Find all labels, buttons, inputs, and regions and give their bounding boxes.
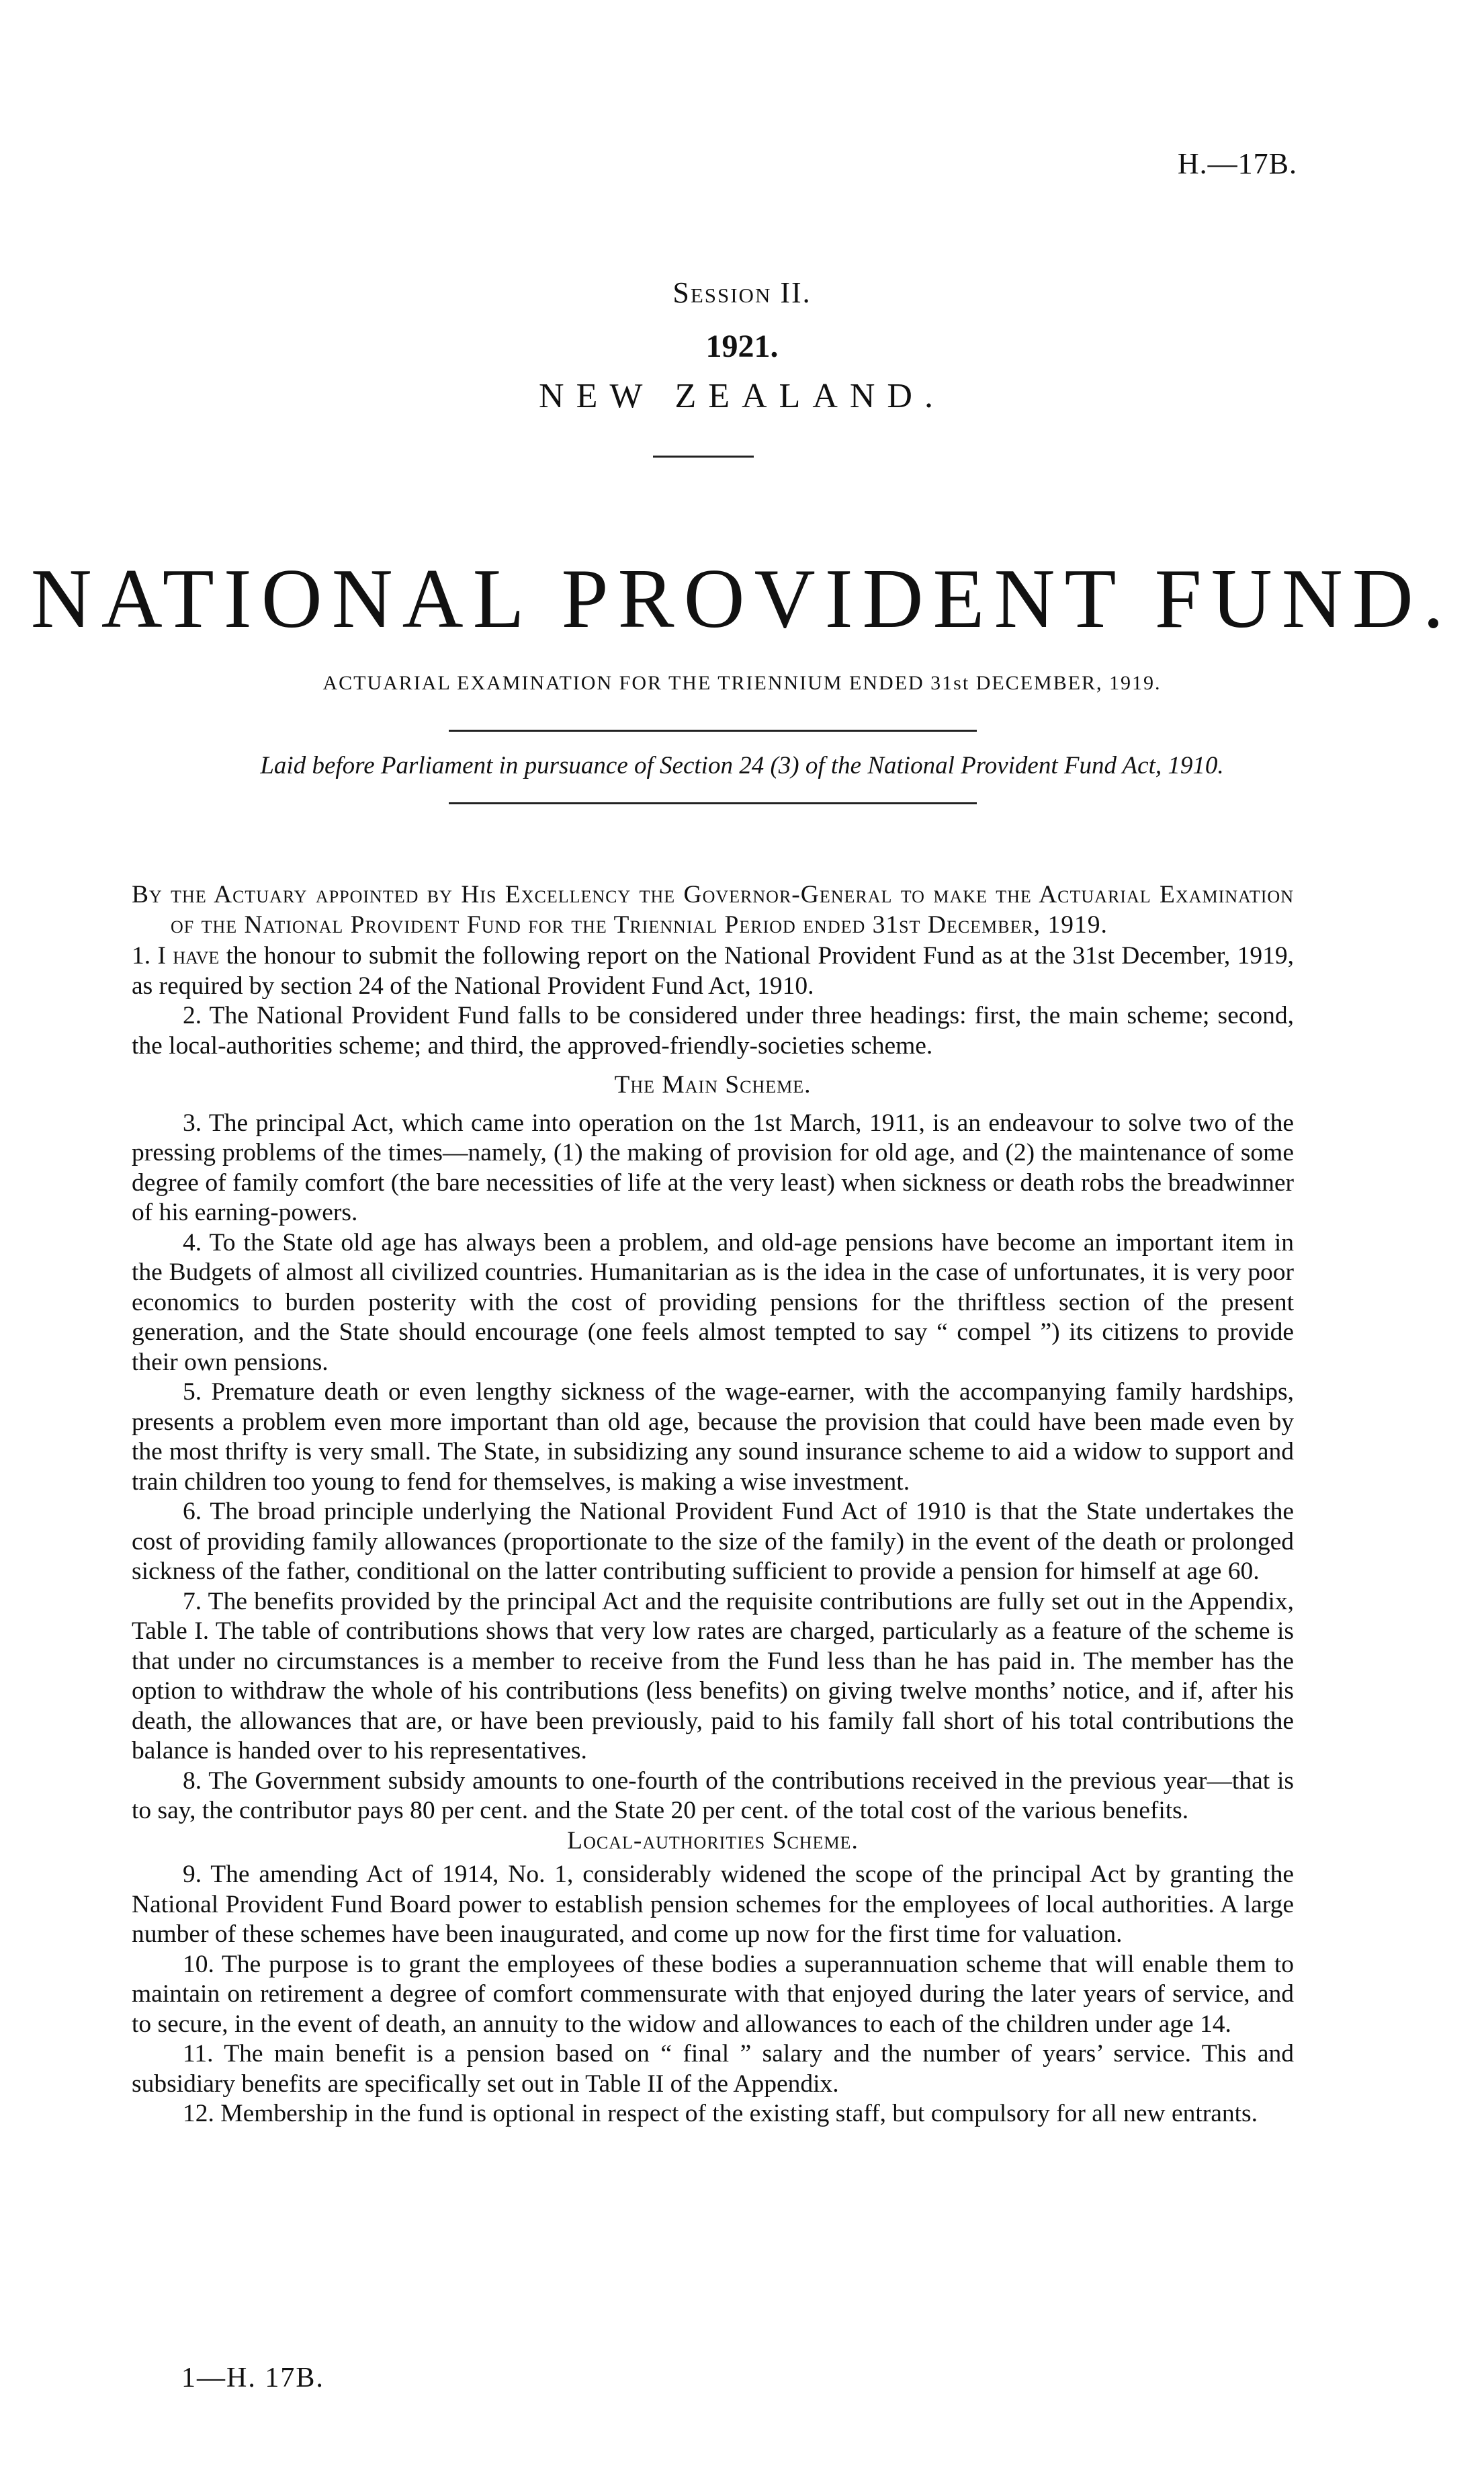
divider-bottom — [449, 802, 977, 804]
paragraph-10: 10. The purpose is to grant the employees of these bodies a superannuation scheme that will enable them to maintain on retirement a degree of comfort commensurate with that enjoyed during the later years of service, and to secure, in the event of death, an annuity to the widow and allowances to each of the children under age 14. — [132, 1950, 1294, 2038]
laid-before-parliament-note: Laid before Parliament in pursuance of Section 24 (3) of the National Provident Fund Act, 1910. — [260, 752, 1224, 779]
paragraph-3: 3. The principal Act, which came into operation on the 1st March, 1911, is an endeavour to solve two of the pressing problems of the times—namely, (1) the making of provision for old age, and (2) the maintenance of some degree of family comfort (the bare necessities of life at the very least) when sickness or death robs the breadwinner of his earning-powers. — [132, 1109, 1294, 1226]
paragraph-11: 11. The main benefit is a pension based on “ final ” salary and the number of years’ service. This and subsidiary benefits are specifically set out in Table II of the Appendix. — [132, 2040, 1294, 2098]
paragraph-2: 2. The National Provident Fund falls to be considered under three headings: first, the main scheme; second, the local-authorities scheme; and third, the approved-friendly-societies scheme. — [132, 1002, 1294, 1060]
paragraph-12: 12. Membership in the fund is optional in respect of the existing staff, but compulsory for all new entrants. — [183, 2100, 1258, 2127]
country-label: NEW ZEALAND. — [539, 377, 945, 415]
divider-short — [653, 456, 754, 458]
document-subtitle: ACTUARIAL EXAMINATION FOR THE TRIENNIUM ENDED 31st DECEMBER, 1919. — [322, 672, 1162, 694]
year-label: 1921. — [705, 329, 779, 364]
paragraph-9: 9. The amending Act of 1914, No. 1, considerably widened the scope of the principal Act by granting the National Provident Fund Board power to establish pension schemes for the employees of local authorities. A large number of these schemes have been inaugurated, and come up now for the first time for valuation. — [132, 1861, 1294, 1948]
paragraph-1-lead: have — [173, 942, 220, 970]
paragraph-1-text: the honour to submit the following report on the National Provident Fund as at the 31st December, 1919, as required by section 24 of the National Provident Fund Act, 1910. — [132, 942, 1294, 1000]
paragraph-5: 5. Premature death or even lengthy sickness of the wage-earner, with the accompanying family hardships, presents a problem even more important than old age, because the provision that could have been made even by the most thrifty is very small. The State, in subsidizing any sound insurance scheme to aid a widow to support and train children too young to fend for themselves, is making a wise investment. — [132, 1378, 1294, 1496]
session-label: Session II. — [672, 276, 812, 309]
section-heading-local-authorities: Local-authorities Scheme. — [567, 1826, 859, 1855]
page-marker: 1—H. 17B. — [181, 2363, 324, 2393]
paragraph-1-number: 1. I — [132, 942, 166, 970]
document-title: NATIONAL PROVIDENT FUND. — [30, 552, 1454, 646]
salutation: By the Actuary appointed by His Excellency the Governor-General to make the Actuarial Examination of the National Provident Fund for the Triennial Period ended 31st December, 1919. — [132, 881, 1294, 939]
section-heading-main-scheme: The Main Scheme. — [614, 1071, 812, 1099]
divider-top — [449, 730, 977, 732]
document-reference: H.—17B. — [1177, 147, 1297, 180]
paragraph-8: 8. The Government subsidy amounts to one-fourth of the contributions received in the previous year—that is to say, the contributor pays 80 per cent. and the State 20 per cent. of the total cost of the various benefits. — [132, 1767, 1294, 1824]
paragraph-1 — [132, 941, 1294, 1001]
report-body — [132, 880, 1294, 2129]
paragraph-6: 6. The broad principle underlying the National Provident Fund Act of 1910 is that the State undertakes the cost of providing family allowances (proportionate to the size of the family) in the event of the death or prolonged sickness of the father, conditional on the latter contributing sufficient to provide a pension for himself at age 60. — [132, 1498, 1294, 1585]
paragraph-7: 7. The benefits provided by the principal Act and the requisite contributions are fully set out in the Appendix, Table I. The table of contributions shows that very low rates are charged, particularly as a feature of the scheme is that under no circumstances is a member to receive from the Fund less than he has paid in. The member has the option to withdraw the whole of his contributions (less benefits) on giving twelve months’ notice, and if, after his death, the allowances that are, or have been previously, paid to his family fall short of his total contributions the balance is handed over to his representatives. — [132, 1587, 1294, 1764]
paragraph-4: 4. To the State old age has always been a problem, and old-age pensions have become an important item in the Budgets of almost all civilized countries. Humanitarian as is the idea in the case of unfortunates, it is very poor economics to burden posterity with the cost of providing pensions for the thriftless section of the present generation, and the State should encourage (one feels almost tempted to say “ compel ”) its citizens to provide their own pensions. — [132, 1228, 1294, 1376]
